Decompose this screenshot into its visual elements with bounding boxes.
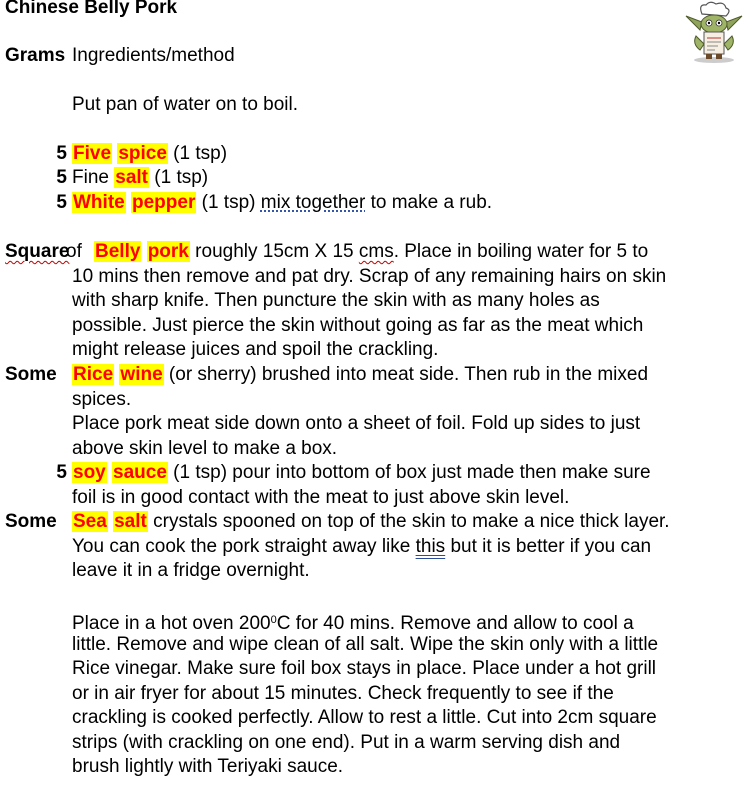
pork-text: might release juices and spoil the crackling. [72, 339, 439, 360]
ingredient-qty: 5 [56, 167, 67, 188]
highlight: salt [115, 167, 148, 188]
of-text: of [66, 241, 82, 262]
pork-text: 10 mins then remove and pat dry. Scrap of any remaining hairs on skin [72, 266, 667, 287]
wine-text: above skin level to make a box. [72, 438, 338, 459]
highlight: Sea [73, 511, 107, 532]
oven-text: brush lightly with Teriyaki sauce. [72, 756, 344, 777]
pork-text: roughly 15cm X 15 [189, 241, 359, 262]
ingredient-text [72, 510, 744, 535]
ingredient-qty: Some [5, 511, 57, 532]
highlight: wine [120, 364, 163, 385]
highlight: Five [73, 143, 112, 164]
ingredient-detail: to make a rub. [365, 192, 493, 213]
ingredient-text [72, 461, 744, 486]
oven-text: little. Remove and wipe clean of all salt. Wipe the skin only with a little [72, 634, 659, 655]
ingredient-detail: (1 tsp) [149, 167, 209, 188]
cms-text: cms [358, 241, 394, 262]
pork-text: possible. Just pierce the skin without going as far as the meat which [72, 315, 644, 336]
degree-superscript: 0 [270, 614, 277, 626]
step-text: Put pan of water on to boil. [72, 94, 299, 115]
wine-text: spices. [72, 389, 132, 410]
ingredient-detail: (1 tsp) [167, 143, 228, 164]
ingredient-qty: Some [5, 364, 57, 385]
oven-text-part: C for 40 mins. Remove and allow to cool a [276, 613, 634, 634]
highlight: spice [118, 143, 167, 164]
salt-text-part: but it is better if you can [445, 536, 652, 557]
highlight: Belly [95, 241, 141, 262]
oven-text: crackling is cooked perfectly. Allow to rest a little. Cut into 2cm square [72, 707, 657, 728]
pork-text: . Place in boiling water for 5 to [393, 241, 649, 262]
highlight: pepper [132, 192, 196, 213]
recipe-title: Chinese Belly Pork [5, 0, 178, 18]
highlight: soy [73, 462, 106, 483]
salt-text: crystals spooned on top of the skin to make a nice thick layer. [147, 511, 670, 532]
chef-mascot-logo [680, 0, 748, 64]
oven-text-part: Place in a hot oven 200 [72, 613, 271, 634]
wine-text: Place pork meat side down onto a sheet of foil. Fold up sides to just [72, 413, 641, 434]
ingredients-header: Ingredients/method [72, 45, 235, 66]
oven-text: or in air fryer for about 15 minutes. Check frequently to see if the [72, 683, 614, 704]
ingredient-qty: 5 [56, 143, 67, 164]
ingredient-text [72, 166, 744, 191]
ingredient-qty: 5 [56, 462, 67, 483]
salt-text-part: You can cook the pork straight away like [72, 536, 416, 557]
pork-text: with sharp knife. Then puncture the skin with as many holes as [72, 290, 600, 311]
highlight: Rice [73, 364, 114, 385]
ingredient-detail: (1 tsp) [196, 192, 261, 213]
ingredient-text [72, 191, 744, 216]
ingredient-plain: Fine [72, 167, 115, 188]
oven-text: Rice vinegar. Make sure foil box stays in place. Place under a hot grill [72, 658, 657, 679]
highlight: sauce [113, 462, 167, 483]
ingredient-qty [5, 240, 70, 265]
ingredient-text [72, 363, 744, 388]
ingredient-text [66, 240, 744, 265]
this-text: this [415, 536, 446, 557]
wine-text: (or sherry) brushed into meat side. Then rub in the mixed [163, 364, 649, 385]
highlight: pork [147, 241, 189, 262]
ingredient-text [72, 142, 744, 167]
soy-text: (1 tsp) pour into bottom of box just made then make sure [167, 462, 651, 483]
salt-text [72, 535, 744, 560]
mix-together-text: mix together [260, 192, 366, 213]
square-text: Square [5, 241, 70, 262]
highlight: salt [114, 511, 147, 532]
soy-text: foil is in good contact with the meat to just above skin level. [72, 487, 570, 508]
highlight: White [73, 192, 125, 213]
ingredient-qty: 5 [56, 192, 67, 213]
grams-header: Grams [5, 45, 66, 66]
salt-text: leave it in a fridge overnight. [72, 560, 310, 581]
oven-text: strips (with crackling on one end). Put in a warm serving dish and [72, 732, 621, 753]
